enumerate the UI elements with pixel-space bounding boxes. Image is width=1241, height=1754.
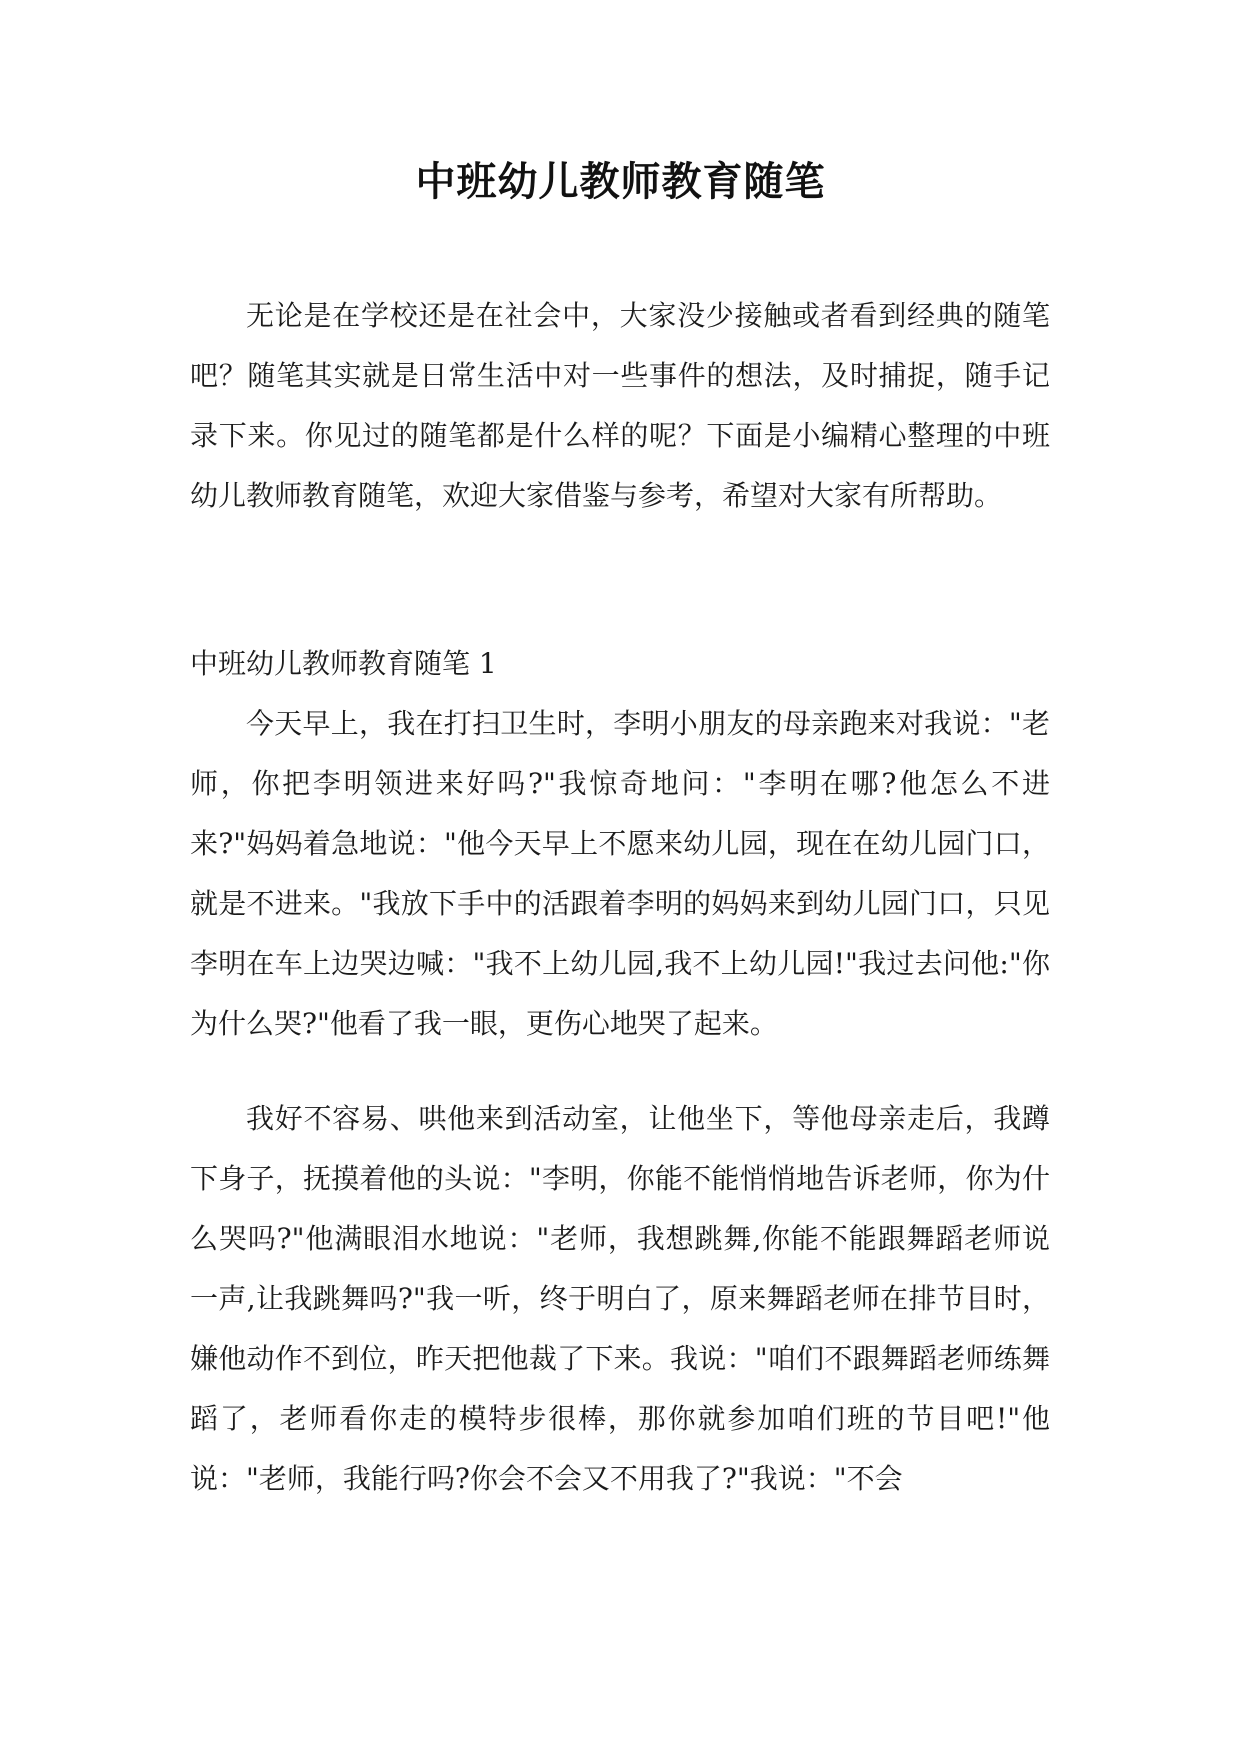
intro-text: 无论是在学校还是在社会中，大家没少接触或者看到经典的随笔吧？随笔其实就是日常生活中对一些事件的想法，及时捕捉，随手记录下来。你见过的随笔都是什么样的呢？下面是小编精心整理的中班幼儿教师教育随笔，欢迎大家借鉴与参考，希望对大家有所帮助。 bbox=[190, 299, 1050, 512]
paragraph-2 bbox=[190, 1089, 1050, 1509]
paragraph-1-text: 今天早上，我在打扫卫生时，李明小朋友的母亲跑来对我说："老师，你把李明领进来好吗?"我惊奇地问："李明在哪?他怎么不进来?"妈妈着急地说："他今天早上不愿来幼儿园，现在在幼儿园门口，就是不进来。"我放下手中的活跟着李明的妈妈来到幼儿园门口，只见李明在车上边哭边喊："我不上幼儿园,我不上幼儿园!"我过去问他:"你为什么哭?"他看了我一眼，更伤心地哭了起来。 bbox=[190, 707, 1050, 1040]
document-title: 中班幼儿教师教育随笔 bbox=[415, 158, 826, 205]
paragraph-2-text: 我好不容易、哄他来到活动室，让他坐下，等他母亲走后，我蹲下身子，抚摸着他的头说："李明，你能不能悄悄地告诉老师，你为什么哭吗?"他满眼泪水地说："老师，我想跳舞,你能不能跟舞蹈老师说一声,让我跳舞吗?"我一听，终于明白了，原来舞蹈老师在排节目时，嫌他动作不到位，昨天把他裁了下来。我说："咱们不跟舞蹈老师练舞蹈了，老师看你走的模特步很棒，那你就参加咱们班的节目吧!"他说："老师，我能行吗?你会不会又不用我了?"我说："不会 bbox=[190, 1102, 1050, 1495]
section-heading: 中班幼儿教师教育随笔 1 bbox=[190, 647, 497, 680]
intro-paragraph bbox=[190, 286, 1050, 526]
paragraph-1 bbox=[190, 694, 1050, 1054]
